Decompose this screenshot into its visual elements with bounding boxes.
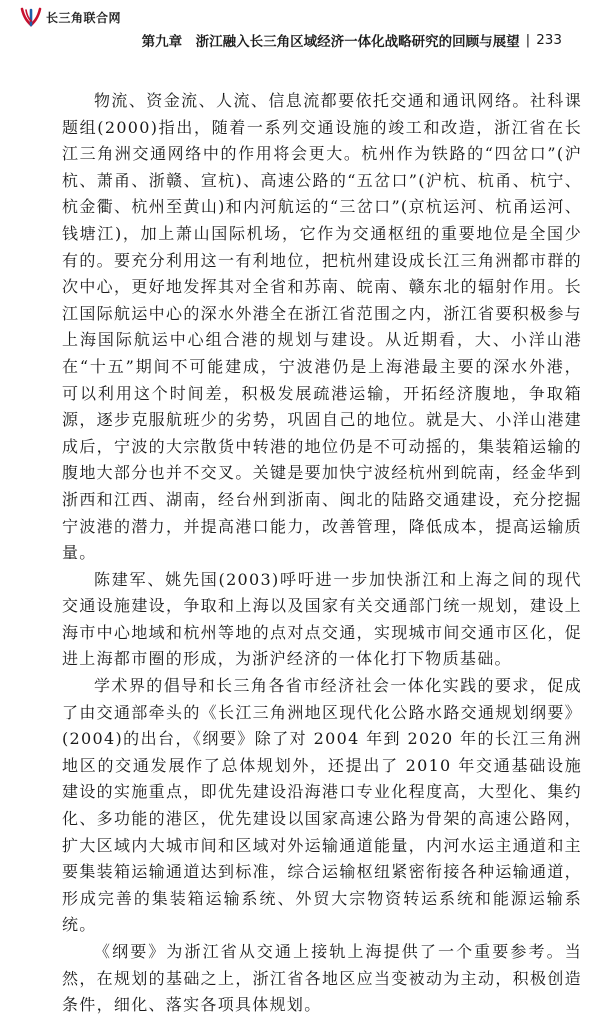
running-header — [142, 30, 562, 50]
logo-text: 长三角联合网 — [46, 10, 122, 25]
page-number: 233 — [536, 32, 562, 48]
logo-mark-icon — [20, 6, 42, 28]
site-logo — [20, 6, 121, 28]
header-separator: | — [525, 32, 531, 48]
paragraph-1: 物流、资金流、人流、信息流都要依托交通和通讯网络。社科课题组(2000)指出，随着一系列交通设施的竣工和改造，浙江省在长江三角洲交通网络中的作用将会更大。杭州作为铁路的“四岔口”(沪杭、萧甬、浙赣、宣杭)、高速公路的“五岔口”(沪杭、杭甬、杭宁、杭金衢、杭州至黄山)和内河航运的“三岔口”(京杭运河、杭甬运河、钱塘江)，加上萧山国际机场，它作为交通枢纽的重要地位是全国少有的。要充分利用这一有利地位，把杭州建设成长江三角洲都市群的次中心，更好地发挥其对全省和苏南、皖南、赣东北的辐射作用。长江国际航运中心的深水外港全在浙江省范围之内，浙江省要积极参与上海国际航运中心组合港的规划与建设。从近期看，大、小洋山港在“十五”期间不可能建成，宁波港仍是上海港最主要的深水外港，可以利用这个时间差，积极发展疏港运输，开拓经济腹地，争取箱源，逐步克服航班少的劣势，巩固自己的地位。就是大、小洋山港建成后，宁波的大宗散货中转港的地位仍是不可动摇的，集装箱运输的腹地大部分也并不交叉。关键是要加快宁波经杭州到皖南，经金华到浙西和江西、湖南，经台州到浙南、闽北的陆路交通建设，充分挖掘宁波港的潜力，并提高港口能力，改善管理，降低成本，提高运输质量。 — [62, 91, 582, 563]
body-text — [62, 88, 582, 1019]
paragraph-2: 陈建军、姚先国(2003)呼吁进一步加快浙江和上海之间的现代交通设施建设，争取和上海以及国家有关交通部门统一规划，建设上海市中心地域和杭州等地的点对点交通，实现城市间交通市区化，促进上海都市圈的形成，为浙沪经济的一体化打下物质基础。 — [62, 569, 582, 669]
paragraph-3: 学术界的倡导和长三角各省市经济社会一体化实践的要求，促成了由交通部牵头的《长江三角洲地区现代化公路水路交通规划纲要》(2004)的出台，《纲要》除了对 2004 年到 2020 年的长江三角洲地区的交通发展作了总体规划外，还提出了 2010 年交通基础设施建设的实施重点，即优先建设沿海港口专业化程度高，大型化、集约化、多功能的港区，优先建设以国家高速公路为骨架的高速公路网，扩大区域内大城市间和区域对外运输通道能量，内河水运主通道和主要集装箱运输通道达到标准，综合运输枢纽紧密衔接各种运输通道，形成完善的集装箱运输系统、外贸大宗物资转运系统和能源运输系统。 — [62, 676, 582, 935]
paragraph-4: 《纲要》为浙江省从交通上接轨上海提供了一个重要参考。当然，在规划的基础之上，浙江省各地区应当变被动为主动，积极创造条件，细化、落实各项具体规划。 — [62, 942, 582, 1015]
chapter-title: 第九章 浙江融入长三角区域经济一体化战略研究的回顾与展望 — [141, 34, 520, 50]
